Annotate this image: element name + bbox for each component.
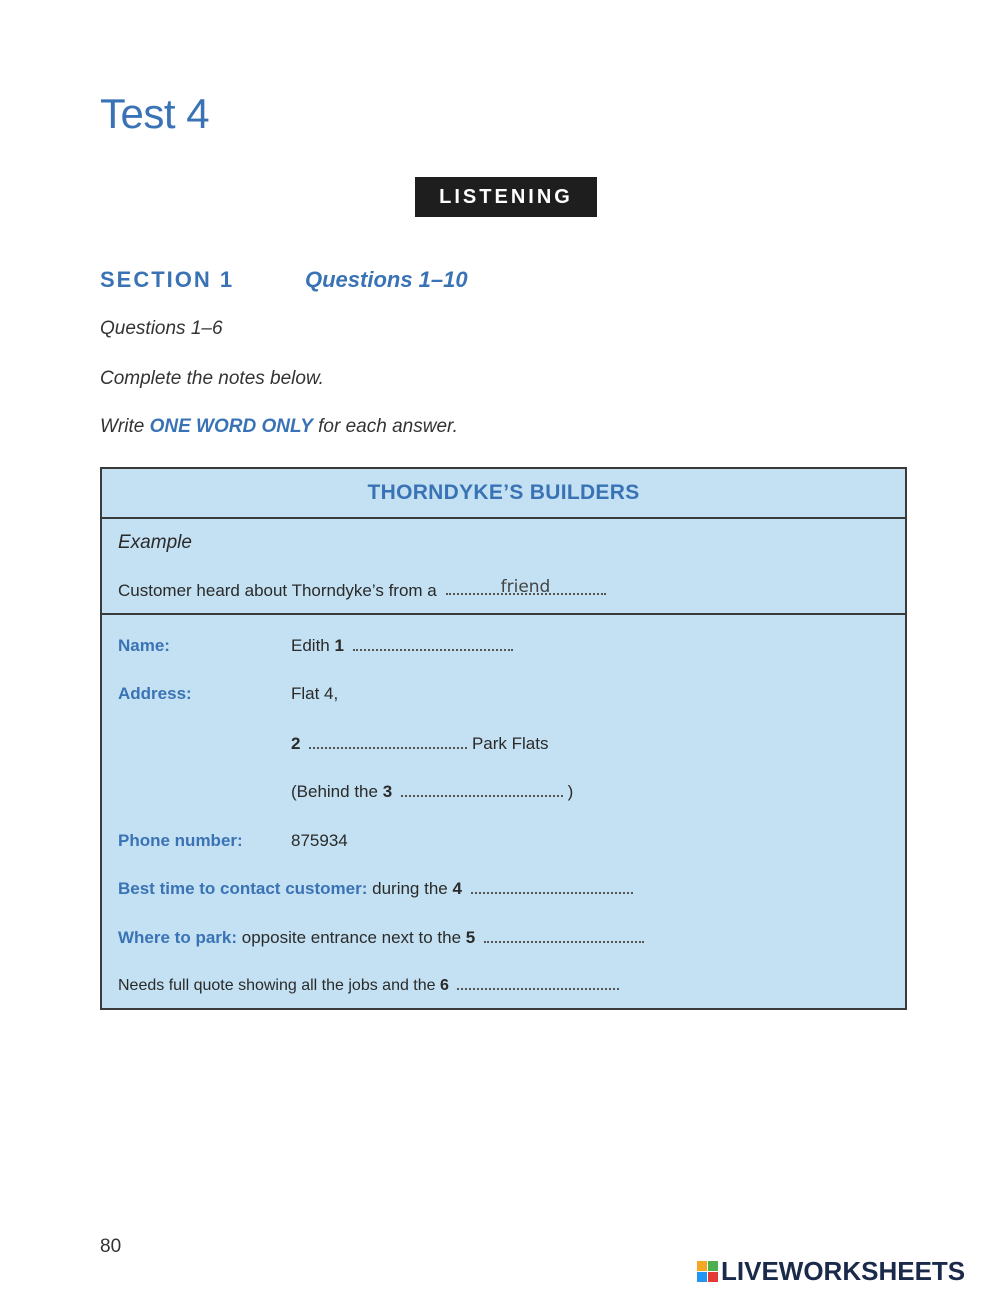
logo-square-2 <box>708 1261 718 1271</box>
best-time-label: Best time to contact customer: <box>118 879 368 898</box>
q6-blank[interactable] <box>457 976 619 990</box>
q2-number: 2 <box>291 734 301 753</box>
q1-number: 1 <box>334 636 344 655</box>
instruction-post: for each answer. <box>312 416 458 437</box>
phone-label: Phone number: <box>118 831 243 850</box>
notes-box <box>100 467 907 1010</box>
example-text: Customer heard about Thorndyke’s from a <box>118 581 437 600</box>
address-line1: Flat 4, <box>291 684 339 703</box>
logo-squares-icon <box>697 1261 718 1282</box>
behind-row <box>291 782 573 802</box>
q1-blank[interactable] <box>353 637 513 651</box>
q3-number: 3 <box>382 782 393 801</box>
quote-row <box>118 976 619 995</box>
subquestions-label: Questions 1–6 <box>100 318 223 339</box>
example-section <box>102 519 905 615</box>
instruction-highlight: ONE WORD ONLY <box>149 416 313 437</box>
q4-number: 4 <box>452 879 462 898</box>
name-label: Name: <box>118 636 170 655</box>
address-line2-post: Park Flats <box>471 734 549 753</box>
test-title: Test 4 <box>100 90 210 137</box>
questions-range: Questions 1–10 <box>305 267 468 292</box>
q3-blank[interactable] <box>401 783 563 797</box>
park-row <box>118 928 644 948</box>
logo-square-3 <box>697 1272 707 1282</box>
example-answer: friend <box>500 577 551 597</box>
instruction-pre: Write <box>100 416 150 437</box>
best-time-row <box>118 879 633 899</box>
example-row <box>118 577 606 601</box>
park-text: opposite entrance next to the <box>241 928 462 947</box>
listening-badge: LISTENING <box>415 177 597 217</box>
name-row <box>291 636 513 656</box>
logo-square-1 <box>697 1261 707 1271</box>
q4-blank[interactable] <box>471 880 633 894</box>
q5-blank[interactable] <box>484 929 644 943</box>
phone-value: 875934 <box>291 831 348 850</box>
notes-header: THORNDYKE’S BUILDERS <box>102 469 905 519</box>
q5-number: 5 <box>465 928 476 947</box>
section-label: SECTION 1 <box>100 267 235 292</box>
q2-blank[interactable] <box>309 735 467 749</box>
example-label: Example <box>118 532 192 553</box>
quote-text: Needs full quote showing all the jobs and the <box>118 977 436 994</box>
address-line2 <box>291 734 548 754</box>
page-number: 80 <box>100 1236 122 1257</box>
logo-text: LIVEWORKSHEETS <box>721 1256 966 1286</box>
liveworksheets-logo[interactable] <box>697 1256 965 1287</box>
q6-number: 6 <box>440 977 449 994</box>
instruction-word-limit <box>100 416 458 438</box>
best-time-text: during the <box>372 879 448 898</box>
logo-square-4 <box>708 1272 718 1282</box>
address-label: Address: <box>118 684 192 703</box>
name-text: Edith <box>291 636 330 655</box>
park-label: Where to park: <box>118 928 238 947</box>
instruction-complete: Complete the notes below. <box>100 368 324 389</box>
behind-post: ) <box>567 782 574 801</box>
example-answer-blank <box>446 577 606 597</box>
behind-pre: (Behind the <box>291 782 378 801</box>
